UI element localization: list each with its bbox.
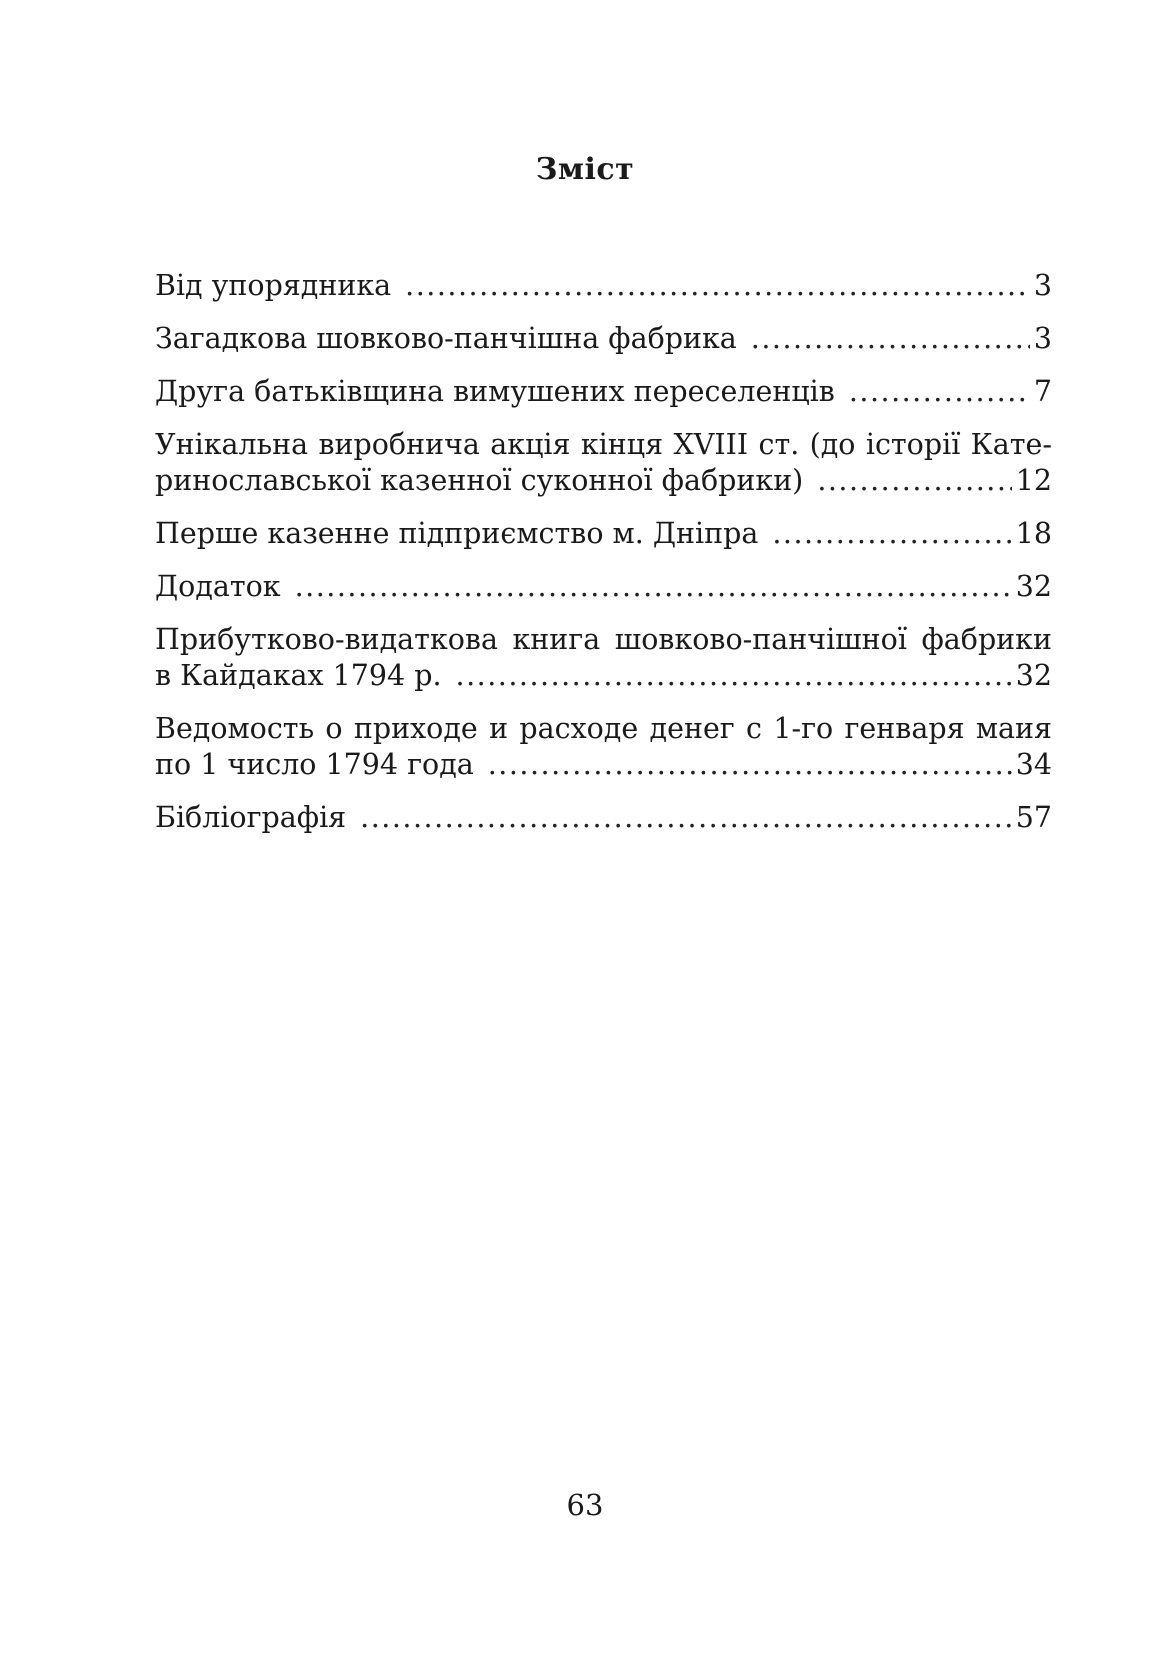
toc-entry-page: 34 [1015,748,1052,781]
toc-entry[interactable] [155,516,1052,552]
dot-leader [772,516,1011,552]
dot-leader [405,268,1030,304]
toc-entry-title: Додаток [155,570,281,603]
toc-entry[interactable] [155,800,1052,836]
toc-entry-page: 18 [1015,517,1052,550]
toc-entry-page: 32 [1015,659,1052,692]
toc-entry-title: по 1 число 1794 года [155,748,474,781]
toc-entry[interactable] [155,427,1052,499]
toc-entry-title: Бібліографія [155,801,347,834]
dot-leader [360,800,1012,836]
dot-leader [751,321,1030,357]
toc-entry[interactable] [155,569,1052,605]
toc-entry-page: 12 [1015,464,1052,497]
toc-entry-title: Загадкова шовково-панчішна фабрика [155,322,737,355]
toc-entry[interactable] [155,374,1052,410]
page-number: 63 [566,1488,604,1522]
toc-entry-page: 3 [1033,322,1052,355]
toc-entry-title: Друга батьківщина вимушених переселенців [155,375,835,408]
page-title: Зміст [535,152,635,187]
toc-entry-title: ринославської казенної суконної фабрики) [155,464,804,497]
dot-leader [295,569,1012,605]
toc-entry-title: Від упорядника [155,269,392,302]
dot-leader [849,374,1030,410]
toc-entry-page: 7 [1033,375,1052,408]
toc-entry[interactable] [155,321,1052,357]
dot-leader [817,463,1011,499]
toc-entry-title: в Кайдаках 1794 р. [155,659,442,692]
toc-entry-page: 32 [1015,570,1052,603]
table-of-contents [155,268,1052,853]
dot-leader [456,658,1012,694]
toc-entry-title-line: Унікальна виробнича акція кінця XVIII ст. (до історії Кате- [155,428,1052,461]
toc-entry-page: 57 [1015,801,1052,834]
toc-entry[interactable] [155,622,1052,694]
toc-entry-title-line: Прибутково-видаткова книга шовково-панчішної фабрики [155,623,1052,656]
toc-entry-title: Перше казенне підприємство м. Дніпра [155,517,759,550]
dot-leader [488,747,1012,783]
toc-entry[interactable] [155,268,1052,304]
toc-entry[interactable] [155,711,1052,783]
toc-entry-page: 3 [1033,269,1052,302]
toc-entry-title-line: Ведомость о приходе и расходе денег с 1-го генваря маия [155,712,1052,745]
